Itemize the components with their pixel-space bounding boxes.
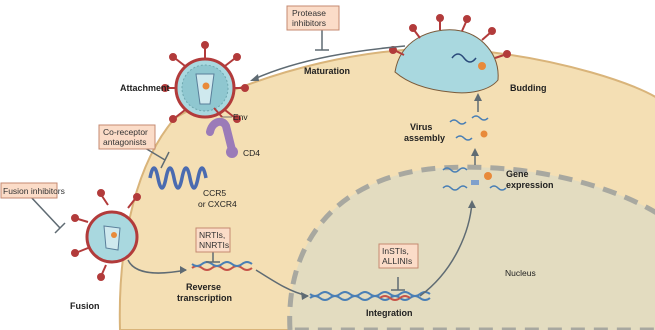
cd4-label: CD4	[243, 148, 261, 158]
reverse-transcription-label-2: transcription	[177, 293, 233, 303]
maturation-label: Maturation	[304, 66, 350, 76]
svg-text:Fusion inhibitors: Fusion inhibitors	[3, 186, 65, 196]
virus-assembly-label-1: Virus	[410, 122, 433, 132]
budding-virion	[390, 15, 510, 93]
svg-text:NNRTIs: NNRTIs	[199, 240, 230, 250]
coreceptor-antagonists-box	[99, 125, 155, 149]
env-label: Env	[233, 112, 248, 122]
gene-expression-label-2: expression	[506, 180, 554, 190]
virus-assembly-label-2: assembly	[404, 133, 446, 143]
nucleus-label: Nucleus	[505, 268, 536, 278]
svg-text:antagonists: antagonists	[103, 137, 147, 147]
svg-text:NRTIs,: NRTIs,	[199, 230, 226, 240]
protease-inhibitors-box	[287, 6, 339, 30]
fusion-inhibitors-box	[1, 183, 65, 198]
cxcr4-label: or CXCR4	[198, 199, 237, 209]
gene-expression-label-1: Gene	[506, 169, 529, 179]
budding-label: Budding	[510, 83, 547, 93]
svg-text:InSTIs,: InSTIs,	[382, 246, 409, 256]
fusion-label: Fusion	[70, 301, 100, 311]
integration-label: Integration	[366, 308, 413, 318]
attachment-label: Attachment	[120, 83, 170, 93]
svg-text:ALLINIs: ALLINIs	[382, 256, 413, 266]
rt-inhibitors-box	[196, 228, 230, 252]
integrase-inhibitors-box	[379, 244, 418, 268]
svg-text:inhibitors: inhibitors	[292, 18, 327, 28]
svg-text:Co-receptor: Co-receptor	[103, 127, 148, 137]
reverse-transcription-label-1: Reverse	[186, 282, 222, 292]
ccr5-label: CCR5	[203, 188, 227, 198]
svg-text:Protease: Protease	[292, 8, 327, 18]
